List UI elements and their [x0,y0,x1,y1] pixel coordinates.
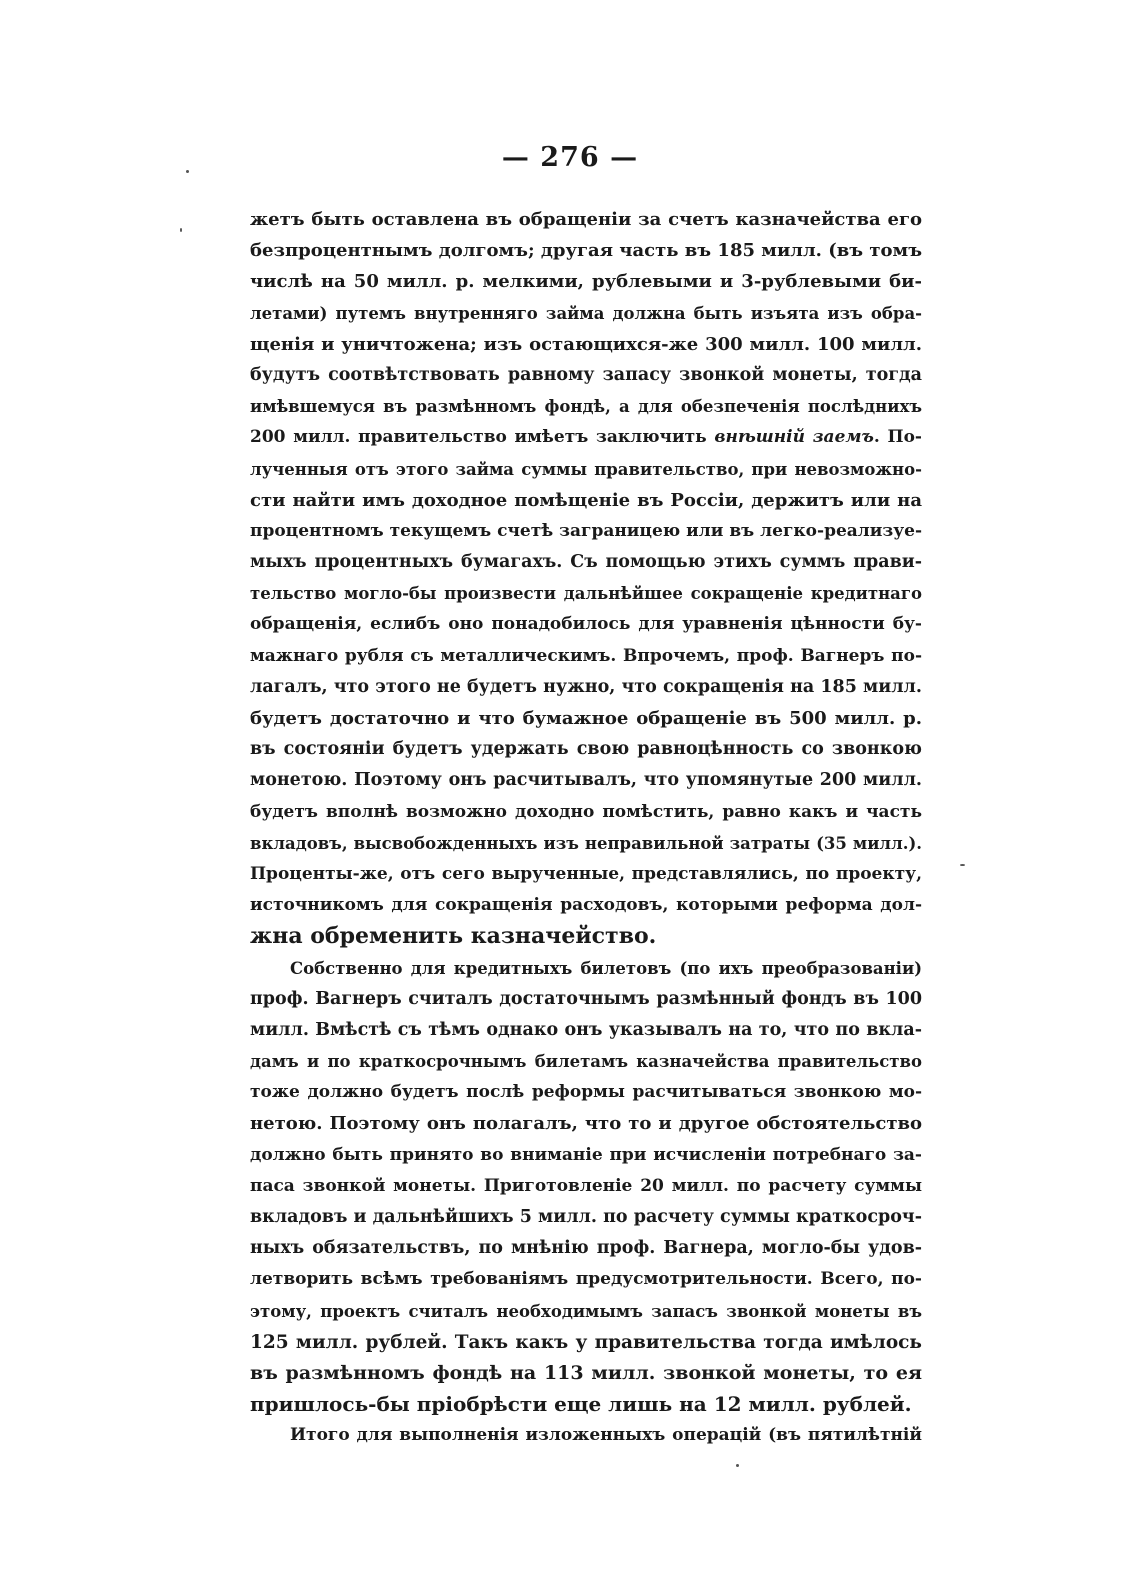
scan-speck [186,170,189,173]
text-line: обращенія, еслибъ оно понадобилось для уравненія цѣнности бу- [250,614,922,635]
text-line: жна обременить казначейство. [250,923,657,950]
text-line: мыхъ процентныхъ бумагахъ. Съ помощью этихъ суммъ прави- [250,552,922,573]
text-line: въ состояніи будетъ удержать свою равноцѣнность со звонкою [250,739,922,760]
text-line: лученныя отъ этого займа суммы правительство, при невозможно- [250,459,922,479]
text-line: дамъ и по краткосрочнымъ билетамъ казначейства правительство [250,1052,922,1072]
page-number: — 276 — [501,142,639,173]
text-line: мажнаго рубля съ металлическимъ. Впрочемъ, проф. Вагнеръ по- [250,645,922,666]
text-line: Проценты-же, отъ сего вырученные, представлялись, по проекту, [250,863,922,884]
text-line: этому, проектъ считалъ необходимымъ запасъ звонкой монеты въ [250,1301,922,1321]
text-line: числѣ на 50 милл. р. мелкими, рублевыми и 3-рублевыми би- [250,271,922,293]
text-line: милл. Вмѣстѣ съ тѣмъ однако онъ указывалъ на то, что по вкла- [250,1019,922,1040]
text-line: 125 милл. рублей. Такъ какъ у правительства тогда имѣлось [250,1331,922,1353]
text-line: процентномъ текущемъ счетѣ заграницею или въ легко-реализуе- [250,520,922,541]
body-text [250,204,922,1452]
text-line: тоже должно будетъ послѣ реформы расчитываться звонкою мо- [250,1082,922,1103]
text-line: проф. Вагнеръ считалъ достаточнымъ размѣнный фондъ въ 100 [250,988,922,1009]
scan-speck [960,864,965,866]
text-line: Собственно для кредитныхъ билетовъ (по ихъ преобразованіи) [290,958,922,978]
text-line: будутъ соотвѣтствовать равному запасу звонкой монеты, тогда [250,364,922,385]
scan-speck [736,1464,739,1467]
text-line: вкладовъ и дальнѣйшихъ 5 милл. по расчету суммы краткосроч- [250,1207,922,1227]
paragraph [250,204,922,953]
text-run: 200 милл. правительство имѣетъ заключить [250,427,707,448]
text-line: источникомъ для сокращенія расходовъ, которыми реформа дол- [250,895,922,916]
text-line [250,422,922,453]
text-line: летворить всѣмъ требованіямъ предусмотрительности. Всего, по- [250,1269,922,1290]
text-line: нетою. Поэтому онъ полагалъ, что то и другое обстоятельство [250,1113,922,1135]
text-line: жетъ быть оставлена въ обращеніи за счетъ казначейства его [250,209,922,230]
paragraph [250,953,922,1421]
scan-speck [180,228,182,232]
text-line: пришлось-бы пріобрѣсти еще лишь на 12 милл. рублей. [250,1392,912,1417]
text-line: имѣвшемуся въ размѣнномъ фондѣ, а для обезпеченія послѣднихъ [250,397,922,417]
text-line: вкладовъ, высвобожденныхъ изъ неправильной затраты (35 милл.). [250,833,922,853]
text-line: монетою. Поэтому онъ расчитывалъ, что упомянутые 200 милл. [250,770,922,791]
text-line: лагалъ, что этого не будетъ нужно, что сокращенія на 185 милл. [250,676,922,697]
text-line: ныхъ обязательствъ, по мнѣнію проф. Вагнера, могло-бы удов- [250,1238,922,1259]
text-line: въ размѣнномъ фондѣ на 113 милл. звонкой монеты, то ея [250,1361,922,1384]
text-line: будетъ вполнѣ возможно доходно помѣстить, равно какъ и часть [250,801,922,822]
text-line: Итого для выполненія изложенныхъ операцій (въ пятилѣтній [290,1425,922,1446]
text-run: . По- [873,427,922,448]
text-line: должно быть принято во вниманіе при исчисленіи потребнаго за- [250,1144,922,1165]
text-line: безпроцентнымъ долгомъ; другая часть въ 185 милл. (въ томъ [250,240,922,262]
text-line: будетъ достаточно и что бумажное обращеніе въ 500 милл. р. [250,708,922,729]
text-line: тельство могло-бы произвести дальнѣйшее сокращеніе кредитнаго [250,584,922,604]
text-line: сти найти имъ доходное помѣщеніе въ Россіи, держитъ или на [250,489,922,511]
paragraph [250,1420,922,1451]
text-line: паса звонкой монеты. Приготовленіе 20 милл. по расчету суммы [250,1175,922,1196]
text-line: летами) путемъ внутренняго займа должна быть изъята изъ обра- [250,303,922,323]
text-line: щенія и уничтожена; изъ остающихся-же 300 милл. 100 милл. [250,333,922,355]
italic-term: внѣшній заемъ [714,427,874,448]
